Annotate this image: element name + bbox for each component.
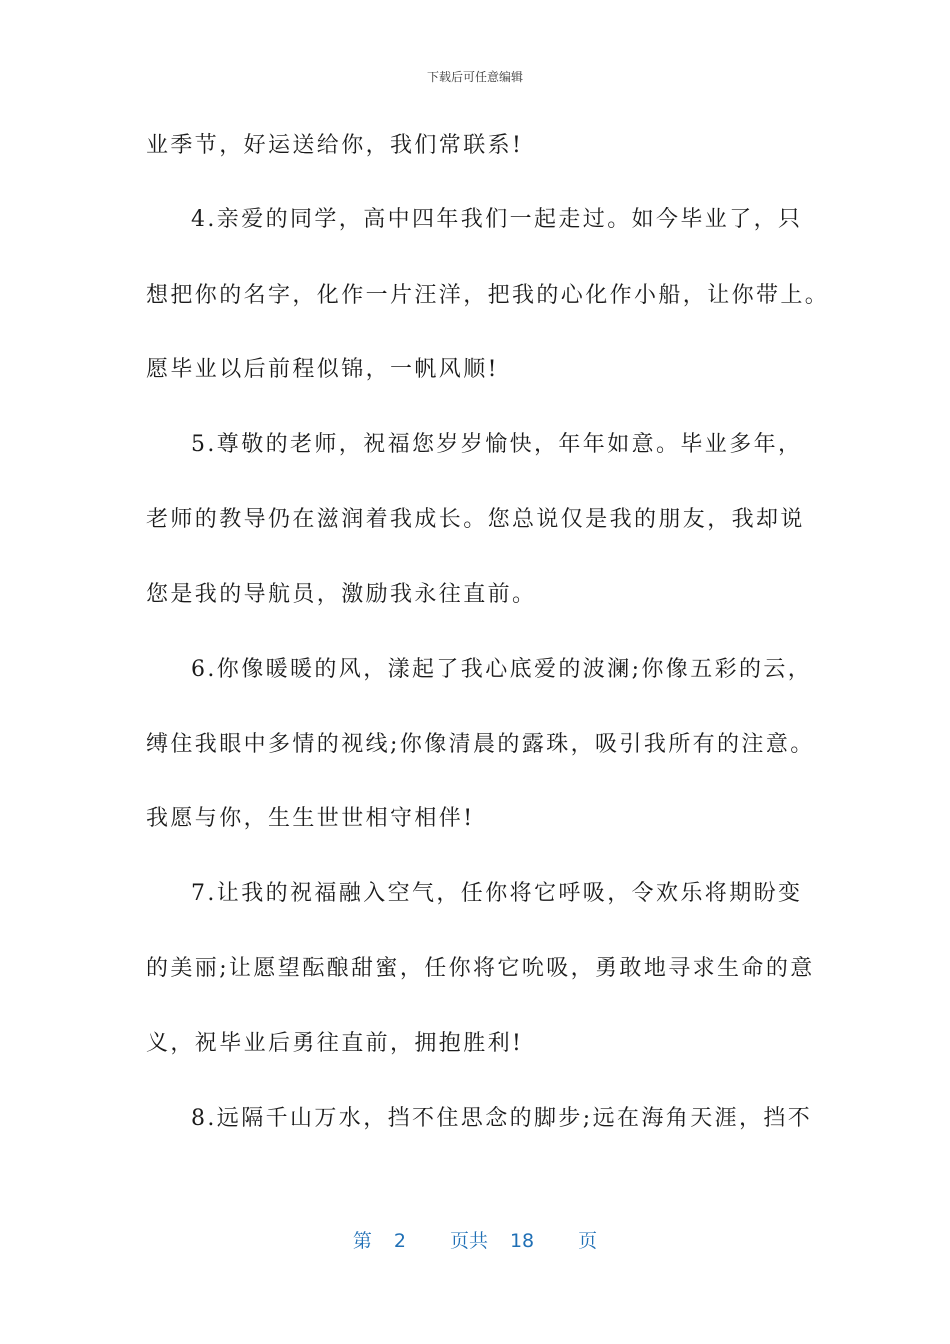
text-line: 义，祝毕业后勇往直前，拥抱胜利! [146,1031,524,1056]
text-line: 我愿与你，生生世世相守相伴! [146,806,475,831]
text-line: 您是我的导航员，激励我永往直前。 [146,582,537,607]
text-line: 8.远隔千山万水，挡不住思念的脚步;远在海角天涯，挡不 [191,1106,813,1131]
text-line: 5.尊敬的老师，祝福您岁岁愉快，年年如意。毕业多年， [191,432,803,457]
footer-middle: 页共 [449,1230,488,1252]
text-line: 想把你的名字，化作一片汪洋，把我的心化作小船，让你带上。 [146,283,830,308]
text-line: 的美丽;让愿望酝酿甜蜜，任你将它吮吸，勇敢地寻求生命的意 [146,956,815,981]
page-footer [0,1226,950,1253]
footer-page-number: 2 [393,1230,406,1252]
text-line: 7.让我的祝福融入空气，任你将它呼吸，令欢乐将期盼变 [191,881,803,906]
page-header: 下载后可任意编辑 [426,70,523,84]
text-line: 业季节，好运送给你，我们常联系! [146,133,524,158]
footer-prefix: 第 [352,1230,372,1252]
text-line: 愿毕业以后前程似锦，一帆风顺! [146,357,499,382]
footer-suffix: 页 [578,1230,598,1252]
text-line: 6.你像暖暖的风，漾起了我心底爱的波澜;你像五彩的云， [191,657,813,682]
text-line: 老师的教导仍在滋润着我成长。您总说仅是我的朋友，我却说 [146,507,805,532]
footer-total-pages: 18 [509,1230,535,1252]
text-line: 4.亲爱的同学，高中四年我们一起走过。如今毕业了，只 [191,207,803,232]
text-line: 缚住我眼中多情的视线;你像清晨的露珠，吸引我所有的注意。 [146,732,815,757]
